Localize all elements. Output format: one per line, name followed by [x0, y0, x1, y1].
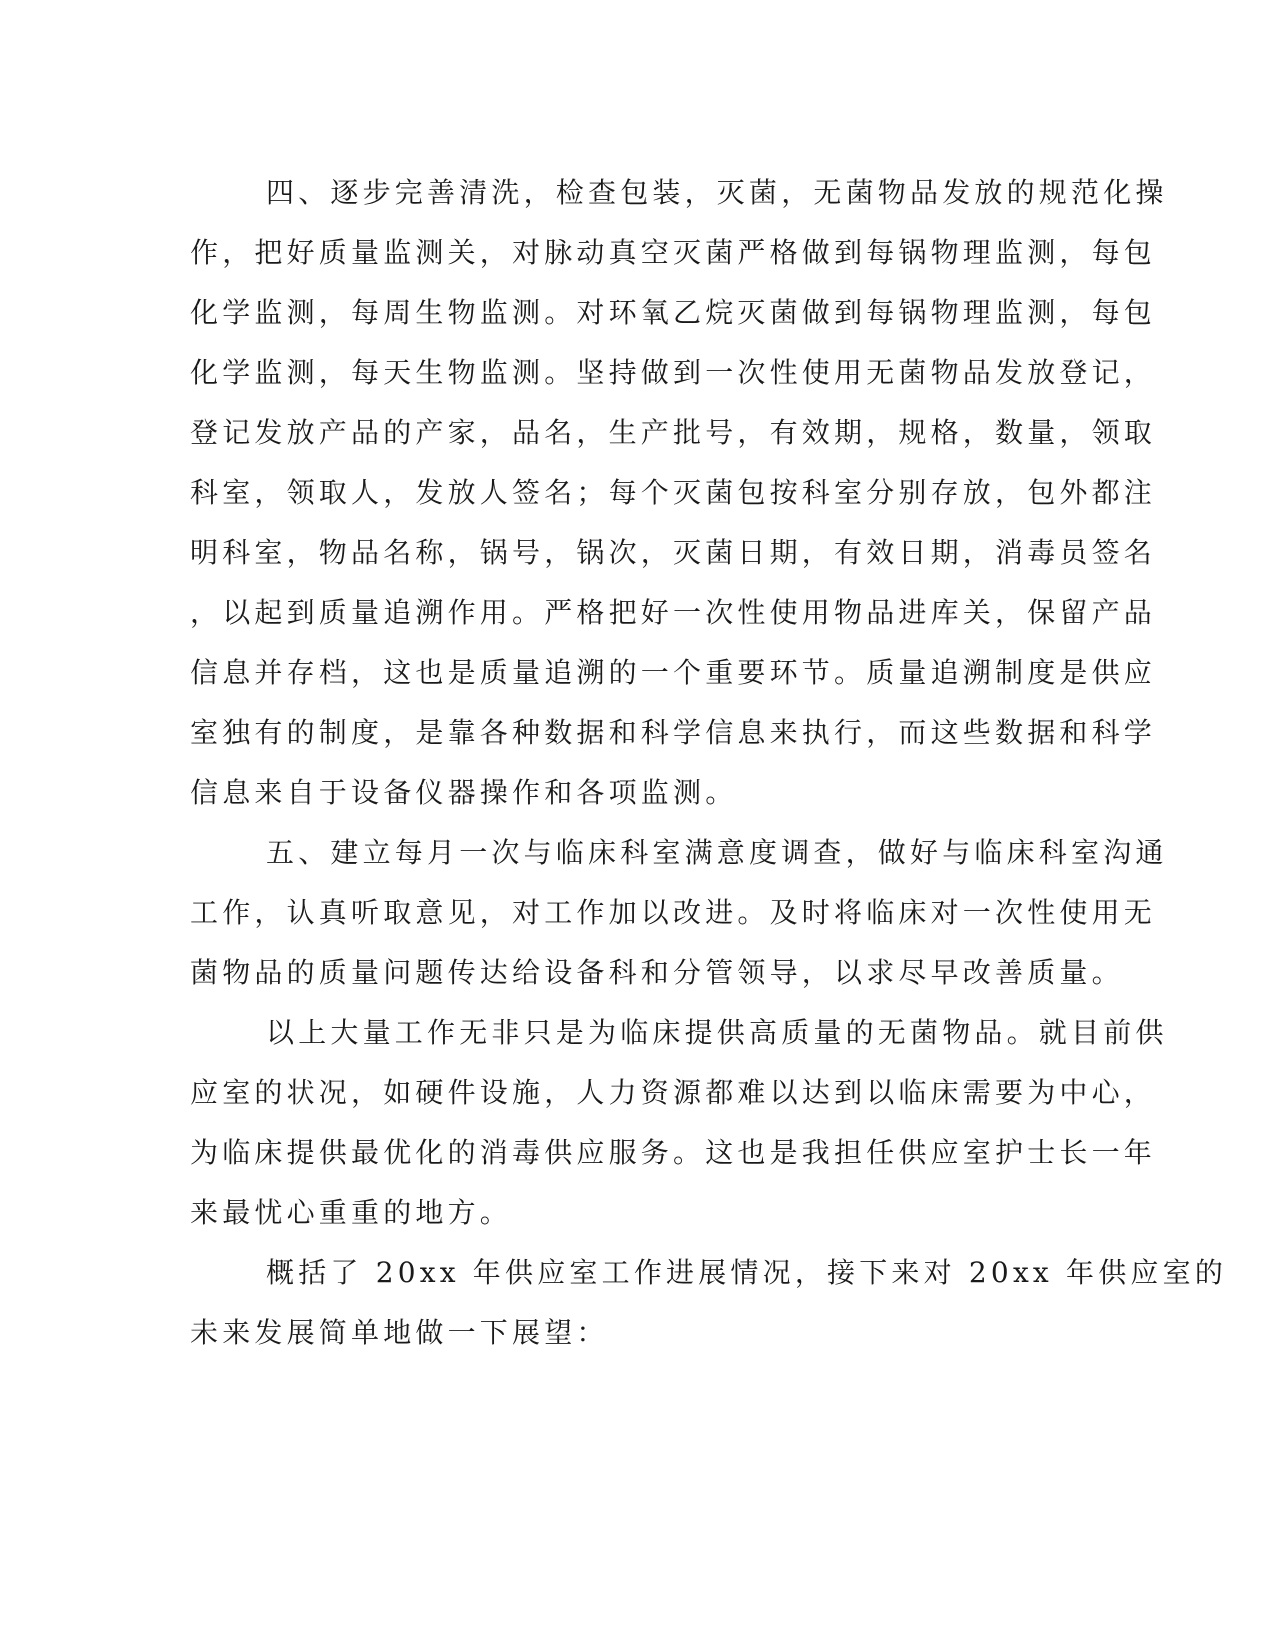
paragraph-line: 工作，认真听取意见，对工作加以改进。及时将临床对一次性使用无 — [190, 896, 1157, 929]
paragraph-line: 信息来自于设备仪器操作和各项监测。 — [190, 776, 738, 809]
paragraph-line: 来最忧心重重的地方。 — [190, 1196, 513, 1229]
paragraph-summary — [190, 1003, 1168, 1243]
paragraph-outlook — [190, 1243, 1228, 1363]
paragraph-line: 未来发展简单地做一下展望： — [190, 1316, 609, 1349]
paragraph-line: 化学监测，每天生物监测。坚持做到一次性使用无菌物品发放登记， — [190, 356, 1157, 389]
paragraph-section-five — [190, 823, 1168, 1003]
paragraph-line: 明科室，物品名称，锅号，锅次，灭菌日期，有效日期，消毒员签名 — [190, 536, 1157, 569]
paragraph-line: 登记发放产品的产家，品名，生产批号，有效期，规格，数量，领取 — [190, 416, 1157, 449]
paragraph-section-four — [190, 163, 1168, 823]
paragraph-line: 四、逐步完善清洗，检查包装，灭菌，无菌物品发放的规范化操 — [266, 176, 1168, 209]
paragraph-line: 应室的状况，如硬件设施，人力资源都难以达到以临床需要为中心， — [190, 1076, 1157, 1109]
paragraph-line: 为临床提供最优化的消毒供应服务。这也是我担任供应室护士长一年 — [190, 1136, 1157, 1169]
paragraph-line: 概括了 20xx 年供应室工作进展情况，接下来对 20xx 年供应室的 — [266, 1256, 1228, 1289]
paragraph-line: 五、建立每月一次与临床科室满意度调查，做好与临床科室沟通 — [266, 836, 1168, 869]
paragraph-line: 科室，领取人，发放人签名；每个灭菌包按科室分别存放，包外都注 — [190, 476, 1157, 509]
paragraph-line: 作，把好质量监测关，对脉动真空灭菌严格做到每锅物理监测，每包 — [190, 236, 1157, 269]
paragraph-line: ，以起到质量追溯作用。严格把好一次性使用物品进库关，保留产品 — [190, 596, 1157, 629]
paragraph-line: 以上大量工作无非只是为临床提供高质量的无菌物品。就目前供 — [266, 1016, 1168, 1049]
paragraph-line: 室独有的制度，是靠各种数据和科学信息来执行，而这些数据和科学 — [190, 716, 1157, 749]
paragraph-line: 化学监测，每周生物监测。对环氧乙烷灭菌做到每锅物理监测，每包 — [190, 296, 1157, 329]
paragraph-line: 信息并存档，这也是质量追溯的一个重要环节。质量追溯制度是供应 — [190, 656, 1157, 689]
paragraph-line: 菌物品的质量问题传达给设备科和分管领导，以求尽早改善质量。 — [190, 956, 1124, 989]
